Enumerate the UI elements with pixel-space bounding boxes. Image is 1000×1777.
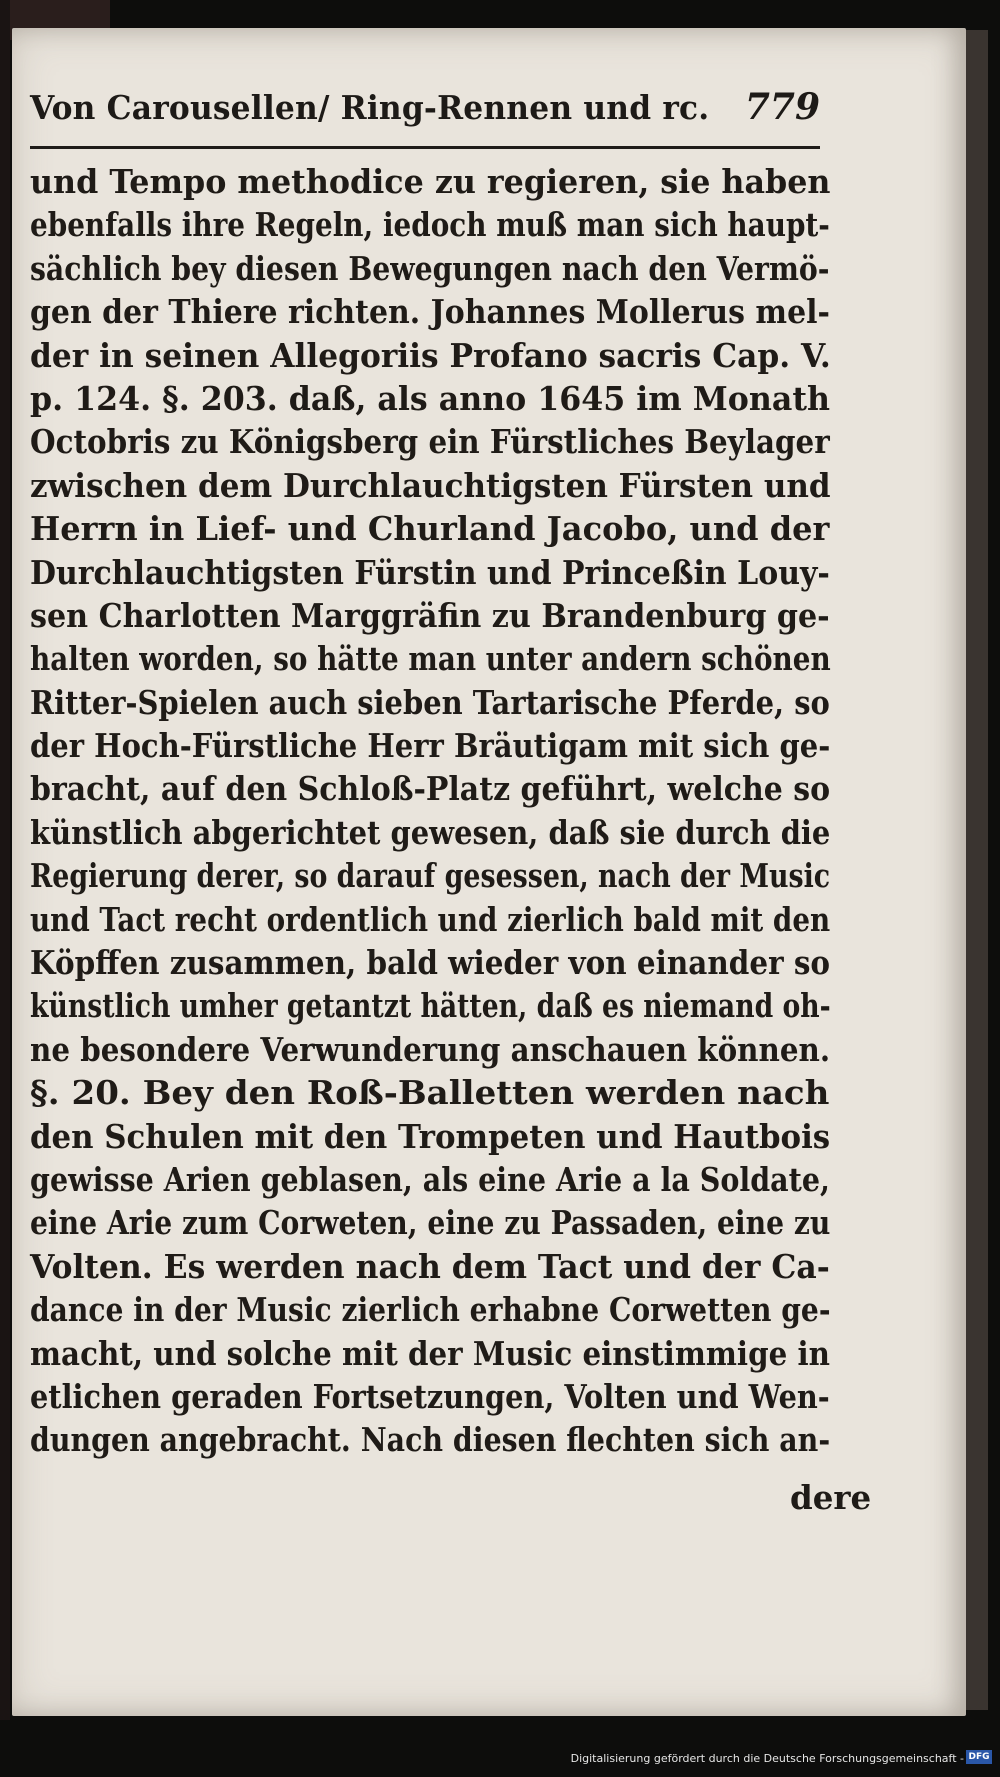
text-line: und Tempo methodice zu regieren, sie haben — [30, 162, 831, 201]
text-line: etlichen geraden Fortsetzungen, Volten und Wen- — [30, 1376, 830, 1416]
digitization-credit: Digitalisierung gefördert durch die Deutsche Forschungsgemeinschaft - — [570, 1752, 964, 1765]
text-line: den Schulen mit den Trompeten und Hautbois — [30, 1116, 831, 1156]
catchword: dere — [790, 1478, 872, 1517]
text-line: der Hoch-Fürstliche Herr Bräutigam mit sich ge- — [30, 726, 831, 766]
text-line: dungen angebracht. Nach diesen flechten sich an- — [30, 1420, 831, 1460]
dfg-logo-icon: DFG — [966, 1750, 992, 1764]
text-line: sächlich bey diesen Bewegungen nach den Vermö- — [30, 248, 830, 288]
text-line: Herrn in Lief- und Churland Jacobo, und der — [30, 509, 830, 549]
footer-bar — [0, 1720, 1000, 1777]
text-line: Durchlauchtigsten Fürstin und Princeßin Louy- — [30, 552, 830, 592]
page-number: 779 — [744, 86, 820, 128]
book-binding-edge — [0, 0, 10, 1777]
text-line: macht, und solche mit der Music einstimmige in — [30, 1333, 830, 1373]
page-body-text — [30, 160, 840, 1462]
text-line: der in seinen Allegoriis Profano sacris Cap. V. — [30, 335, 831, 375]
text-line: sen Charlotten Marggräfin zu Brandenburg ge- — [30, 595, 830, 635]
text-line: gen der Thiere richten. Johannes Mollerus mel- — [30, 292, 830, 332]
text-line: künstlich abgerichtet gewesen, daß sie durch die — [30, 812, 831, 852]
text-line: Volten. Es werden nach dem Tact und der Ca- — [30, 1246, 830, 1286]
text-line: und Tact recht ordentlich und zierlich bald mit den — [30, 899, 831, 939]
text-line: §. 20. Bey den Roß-Balletten werden nach — [30, 1073, 830, 1113]
header-rule — [30, 146, 820, 149]
text-line: dance in der Music zierlich erhabne Corwetten ge- — [30, 1290, 831, 1330]
text-line: p. 124. §. 203. daß, als anno 1645 im Monath — [30, 378, 830, 418]
running-head-title: Von Carousellen/ Ring-Rennen und rc. — [30, 88, 710, 127]
text-line: Köpffen zusammen, bald wieder von einander so — [30, 943, 831, 983]
text-line: Ritter-Spielen auch sieben Tartarische Pferde, so — [30, 682, 830, 722]
text-line: zwischen dem Durchlauchtigsten Fürsten und — [30, 465, 831, 505]
text-line: gewisse Arien geblasen, als eine Arie a la Soldate, — [30, 1159, 830, 1199]
text-line: künstlich umher getantzt hätten, daß es niemand oh- — [30, 986, 831, 1026]
text-line: Octobris zu Königsberg ein Fürstliches Beylager — [30, 422, 830, 462]
running-head — [30, 66, 820, 146]
text-line: ebenfalls ihre Regeln, iedoch muß man sich haupt- — [30, 205, 830, 245]
text-line: eine Arie zum Corweten, eine zu Passaden, eine zu — [30, 1203, 831, 1243]
page-edge-shadow — [966, 30, 988, 1710]
text-line: Regierung derer, so darauf gesessen, nach der Music — [30, 856, 831, 896]
text-line: bracht, auf den Schloß-Platz geführt, welche so — [30, 769, 831, 809]
text-line: halten worden, so hätte man unter andern schönen — [30, 639, 831, 679]
text-line: ne besondere Verwunderung anschauen können. — [30, 1029, 831, 1069]
